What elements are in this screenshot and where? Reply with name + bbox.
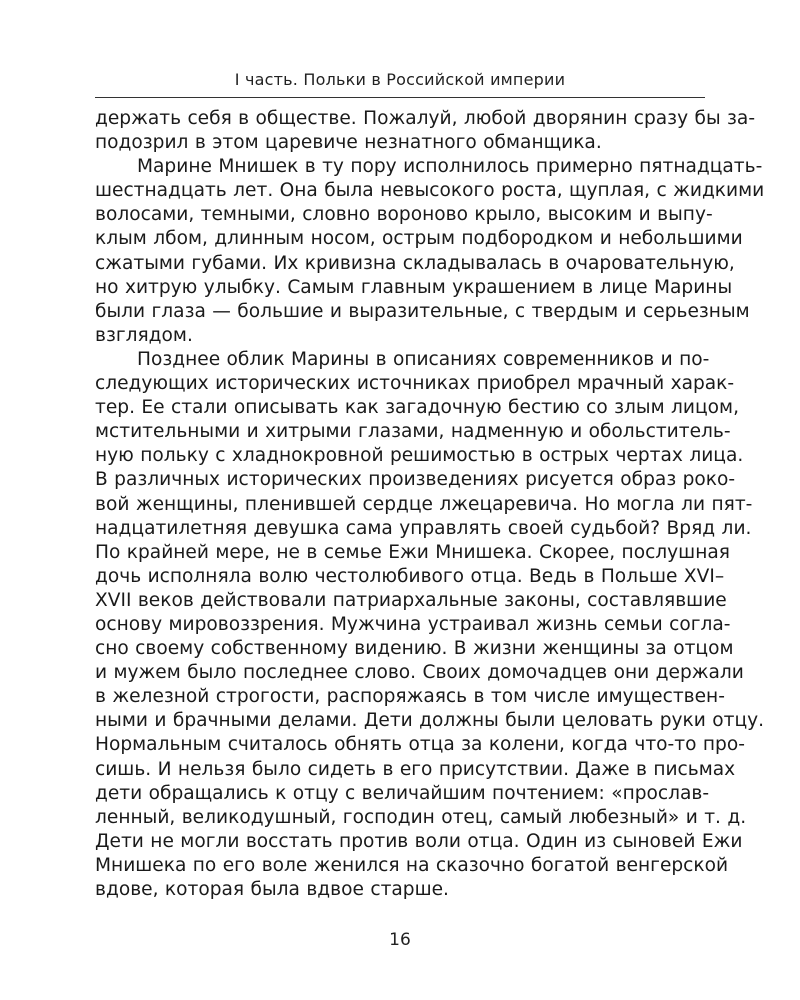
text-line: ную польку с хладнокровной решимостью в острых чертах лица. xyxy=(95,445,744,467)
page-number: 16 xyxy=(389,930,411,950)
text-line: ными и брачными делами. Дети должны были целовать руки отцу. xyxy=(95,710,765,732)
text-line: Нормальным считалось обнять отца за колени, когда что-то про- xyxy=(95,734,745,756)
text-line: следующих исторических источниках приобрел мрачный харак- xyxy=(95,373,735,395)
text-line: Мнишека по его воле женился на сказочно богатой венгерской xyxy=(95,854,729,876)
text-line: основу мировоззрения. Мужчина устраивал жизнь семьи согла- xyxy=(95,613,731,635)
text-line: подозрил в этом царевиче незнатного обманщика. xyxy=(95,132,602,154)
text-line: Марине Мнишек в ту пору исполнилось примерно пятнадцать- xyxy=(137,156,763,178)
text-line: дети обращались к отцу с величайшим почтением: «прослав- xyxy=(95,782,710,804)
text-line: В различных исторических произведениях рисуется образ роко- xyxy=(95,469,736,491)
running-header: I часть. Польки в Российской империи xyxy=(234,70,566,89)
header-rule xyxy=(95,97,705,98)
text-line: взглядом. xyxy=(95,324,193,346)
text-line: дочь исполняла волю честолюбивого отца. Ведь в Польше XVI– xyxy=(95,565,725,587)
text-line: были глаза — большие и выразительные, с твердым и серьезным xyxy=(95,300,750,322)
text-line: клым лбом, длинным носом, острым подбородком и небольшими xyxy=(95,228,743,250)
text-line: надцатилетняя девушка сама управлять своей судьбой? Вряд ли. xyxy=(95,517,752,539)
text-line: тер. Ее стали описывать как загадочную бестию со злым лицом, xyxy=(95,397,739,419)
text-line: сжатыми губами. Их кривизна складывалась в очаровательную, xyxy=(95,252,735,274)
text-line: волосами, темными, словно вороново крыло, высоким и выпу- xyxy=(95,204,713,226)
text-line: шестнадцать лет. Она была невысокого роста, щуплая, с жидкими xyxy=(95,180,765,202)
text-line: мстительными и хитрыми глазами, надменную и обольститель- xyxy=(95,421,731,443)
text-line: По крайней мере, не в семье Ежи Мнишека. Скорее, послушная xyxy=(95,541,730,563)
text-line: Дети не могли восстать против воли отца. Один из сыновей Ежи xyxy=(95,830,743,852)
text-line: в железной строгости, распоряжаясь в том числе имуществен- xyxy=(95,686,725,708)
text-line: ленный, великодушный, господин отец, самый любезный» и т. д. xyxy=(95,806,747,828)
text-line: XVII веков действовали патриархальные законы, составлявшие xyxy=(95,589,727,611)
text-line: держать себя в обществе. Пожалуй, любой дворянин сразу бы за- xyxy=(95,108,756,129)
text-line: вой женщины, пленившей сердце лжецаревича. Но могла ли пят- xyxy=(95,493,753,515)
text-line: сишь. И нельзя было сидеть в его присутствии. Даже в письмах xyxy=(95,758,736,780)
text-line: но хитрую улыбку. Самым главным украшением в лице Марины xyxy=(95,276,733,298)
text-line: и мужем было последнее слово. Своих домочадцев они держали xyxy=(95,662,744,684)
text-line: сно своему собственному видению. В жизни женщины за отцом xyxy=(95,638,734,660)
text-line: Позднее облик Марины в описаниях современников и по- xyxy=(137,348,710,370)
body-text xyxy=(95,107,765,902)
text-line: вдове, которая была вдвое старше. xyxy=(95,879,449,900)
